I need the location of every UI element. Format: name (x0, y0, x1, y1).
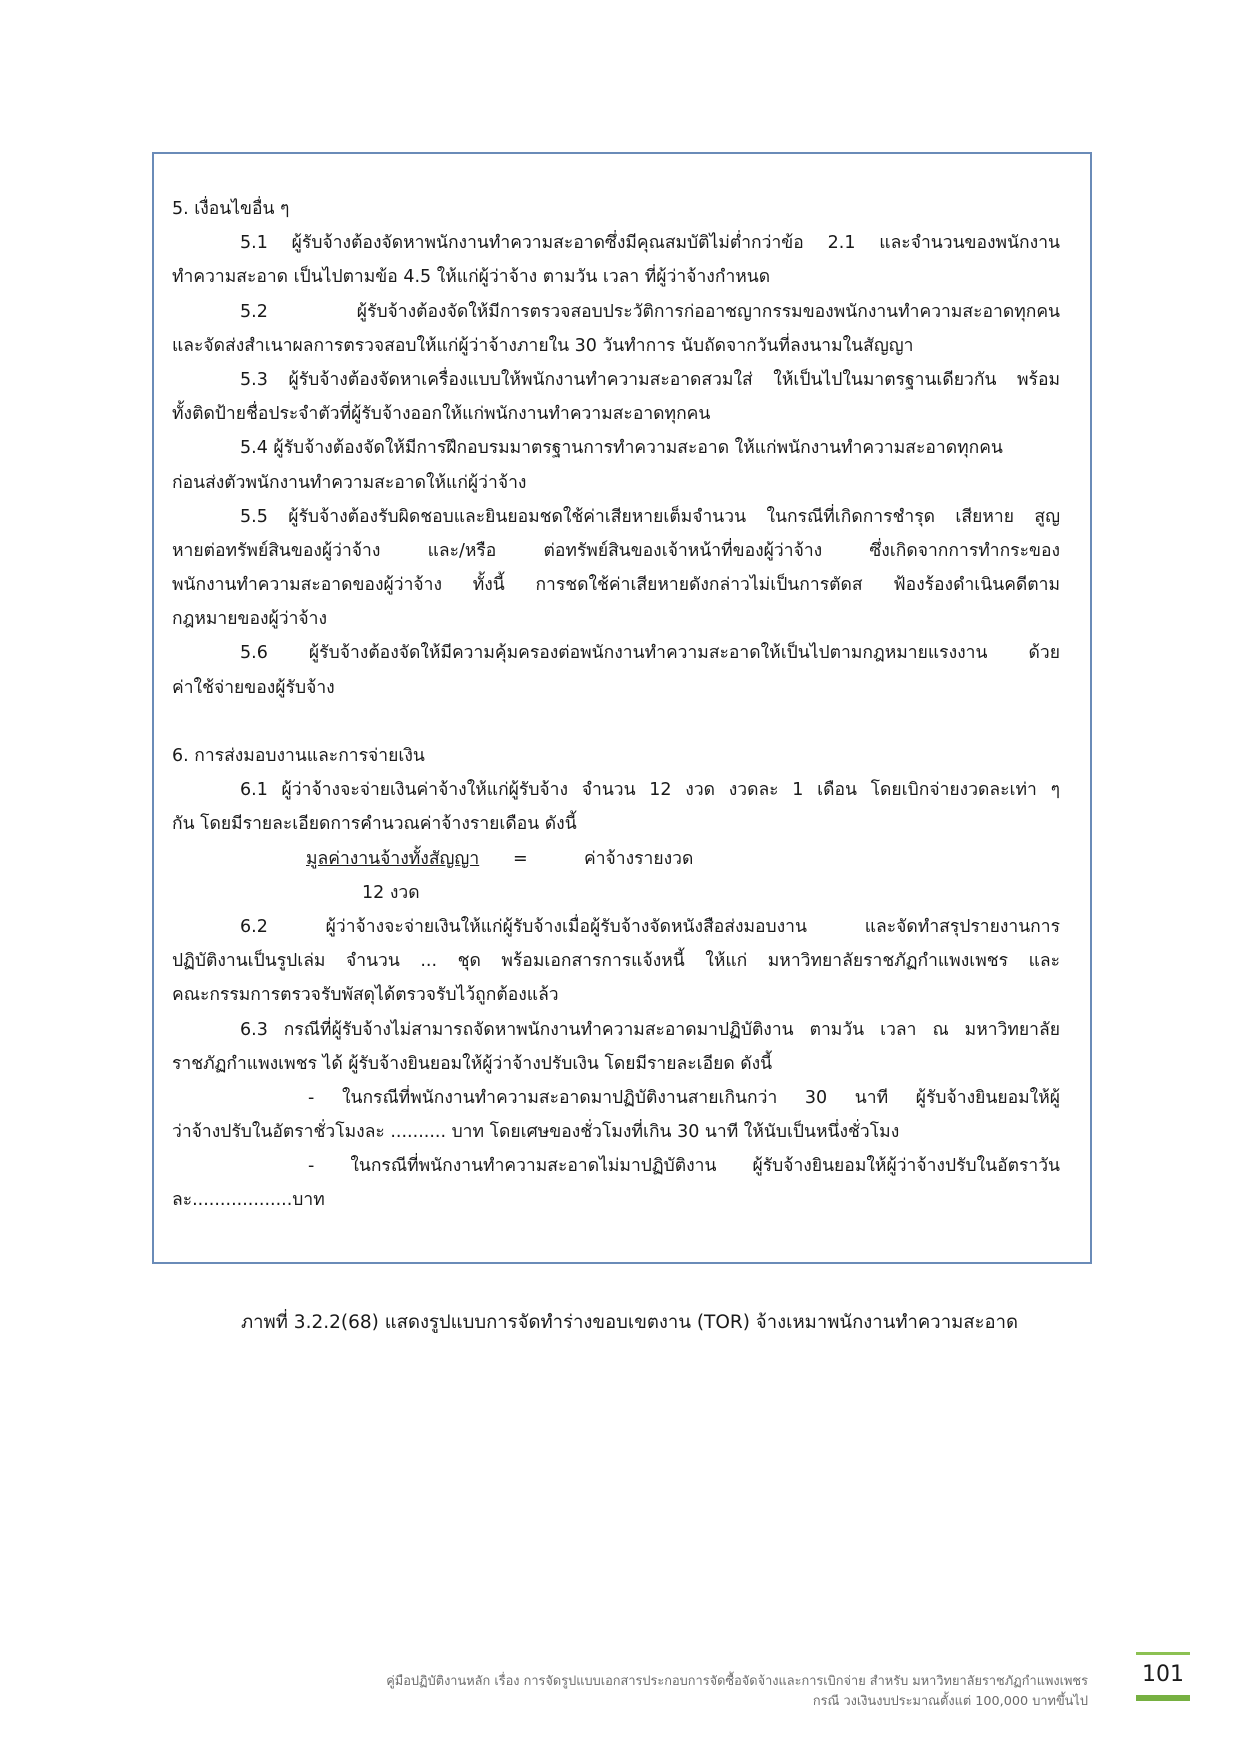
paragraph-spacer (172, 705, 1060, 739)
section-5-heading: 5. เงื่อนไขอื่น ๆ (172, 199, 290, 219)
clause-5-4-line1: 5.4 ผู้รับจ้างต้องจัดให้มีการฝึกอบรมมาตรฐานการทำความสะอาด ให้แก่พนักงานทำความสะอาดทุกคน (240, 438, 1003, 459)
footer-subtitle: กรณี วงเงินงบประมาณตั้งแต่ 100,000 บาทขึ้นไป (812, 1694, 1088, 1709)
clause-6-1-line1: 6.1 ผู้ว่าจ้างจะจ่ายเงินค่าจ้างให้แก่ผู้รับจ้าง จำนวน 12 งวด งวดละ 1 เดือน โดยเบิกจ่ายงวดละเท่า ๆ (240, 780, 1060, 801)
page-footer (386, 1672, 1088, 1712)
formula-equals: = (513, 848, 528, 869)
penalty-late-line1: - ในกรณีที่พนักงานทำความสะอาดมาปฏิบัติงานสายเกินกว่า 30 นาที ผู้รับจ้างยินยอมให้ผู้ (308, 1087, 1060, 1108)
clause-5-3-line1: 5.3 ผู้รับจ้างต้องจัดหาเครื่องแบบให้พนักงานทำความสะอาดสวมใส่ ให้เป็นไปในมาตรฐานเดียวกัน พร้อม (240, 369, 1060, 390)
formula-denominator-row (172, 876, 1060, 910)
footer-title: คู่มือปฏิบัติงานหลัก เรื่อง การจัดรูปแบบเอกสารประกอบการจัดซื้อจัดจ้างและการเบิกจ่าย สำหรับ มหาวิทยาลัยราชภัฏกำแพงเพชร (386, 1674, 1088, 1689)
formula-denominator: 12 งวด (362, 882, 420, 903)
clause-5-6-line1: 5.6 ผู้รับจ้างต้องจัดให้มีความคุ้มครองต่อพนักงานทำความสะอาดให้เป็นไปตามกฎหมายแรงงาน ด้วย (240, 643, 1060, 664)
clause-5-5-line4: กฎหมายของผู้ว่าจ้าง (172, 609, 328, 630)
clause-5-5-line2: หายต่อทรัพย์สินของผู้ว่าจ้าง และ/หรือ ต่อทรัพย์สินของเจ้าหน้าที่ของผู้ว่าจ้าง ซึ่งเกิดจากการทำกระของ (172, 540, 1060, 561)
page-number: 101 (1142, 1662, 1184, 1687)
formula-result: ค่าจ้างรายงวด (584, 848, 694, 869)
formula-numerator: มูลค่างานจ้างทั้งสัญญา (306, 848, 480, 869)
page-number-block (1136, 1652, 1190, 1701)
section-6-heading: 6. การส่งมอบงานและการจ่ายเงิน (172, 746, 425, 766)
formula-row (172, 842, 1060, 876)
clause-6-3-line1: 6.3 กรณีที่ผู้รับจ้างไม่สามารถจัดหาพนักงานทำความสะอาดมาปฏิบัติงาน ตามวัน เวลา ณ มหาวิทยาลัย (240, 1019, 1060, 1040)
clause-6-1-line2: กัน โดยมีรายละเอียดการคำนวณค่าจ้างรายเดือน ดังนี้ (172, 814, 577, 835)
clause-6-3-line2: ราชภัฏกำแพงเพชร ได้ ผู้รับจ้างยินยอมให้ผู้ว่าจ้างปรับเงิน โดยมีรายละเอียด ดังนี้ (172, 1053, 773, 1074)
document-body (172, 192, 1060, 1218)
clause-6-2-line3: คณะกรรมการตรวจรับพัสดุได้ตรวจรับไว้ถูกต้องแล้ว (172, 985, 559, 1006)
clause-5-1-line1: 5.1 ผู้รับจ้างต้องจัดหาพนักงานทำความสะอาดซึ่งมีคุณสมบัติไม่ต่ำกว่าข้อ 2.1 และจำนวนของพนักงาน (240, 233, 1060, 254)
clause-5-5-line3: พนักงานทำความสะอาดของผู้ว่าจ้าง ทั้งนี้ การชดใช้ค่าเสียหายดังกล่าวไม่เป็นการตัดส ฟ้องร้องดำเนินคดีตาม (172, 575, 1060, 596)
clause-5-4-line2: ก่อนส่งตัวพนักงานทำความสะอาดให้แก่ผู้ว่าจ้าง (172, 472, 527, 493)
clause-5-2-line1: 5.2 ผู้รับจ้างต้องจัดให้มีการตรวจสอบประวัติการก่ออาชญากรรมของพนักงานทำความสะอาดทุกคน (240, 301, 1060, 322)
clause-5-6-line2: ค่าใช้จ่ายของผู้รับจ้าง (172, 677, 335, 698)
penalty-absent-line2: ละ..................บาท (172, 1190, 325, 1211)
clause-6-2-line2: ปฏิบัติงานเป็นรูปเล่ม จำนวน ... ชุด พร้อมเอกสารการแจ้งหนี้ ให้แก่ มหาวิทยาลัยราชภัฏกำแพงเพชร และ (172, 951, 1060, 972)
clause-6-2-line1: 6.2 ผู้ว่าจ้างจะจ่ายเงินให้แก่ผู้รับจ้างเมื่อผู้รับจ้างจัดหนังสือส่งมอบงาน และจัดทำสรุปรายงานการ (240, 916, 1060, 937)
penalty-late-line2: ว่าจ้างปรับในอัตราชั่วโมงละ .......... บาท โดยเศษของชั่วโมงที่เกิน 30 นาที ให้นับเป็นหนึ่งชั่วโมง (172, 1122, 900, 1143)
page-number-bottom-bar (1136, 1695, 1190, 1701)
clause-5-3-line2: ทั้งติดป้ายชื่อประจำตัวที่ผู้รับจ้างออกให้แก่พนักงานทำความสะอาดทุกคน (172, 404, 711, 425)
clause-5-2-line2: และจัดส่งสำเนาผลการตรวจสอบให้แก่ผู้ว่าจ้างภายใน 30 วันทำการ นับถัดจากวันที่ลงนามในสัญญา (172, 335, 914, 356)
clause-5-1-line2: ทำความสะอาด เป็นไปตามข้อ 4.5 ให้แก่ผู้ว่าจ้าง ตามวัน เวลา ที่ผู้ว่าจ้างกำหนด (172, 267, 771, 288)
clause-5-5-line1: 5.5 ผู้รับจ้างต้องรับผิดชอบและยินยอมชดใช้ค่าเสียหายเต็มจำนวน ในกรณีที่เกิดการชำรุด เสียหาย สูญ (240, 506, 1060, 527)
penalty-absent-line1: - ในกรณีที่พนักงานทำความสะอาดไม่มาปฏิบัติงาน ผู้รับจ้างยินยอมให้ผู้ว่าจ้างปรับในอัตราวัน (308, 1156, 1060, 1177)
figure-caption: ภาพที่ 3.2.2(68) แสดงรูปแบบการจัดทำร่างขอบเขตงาน (TOR) จ้างเหมาพนักงานทำความสะอาด (240, 1312, 1019, 1333)
